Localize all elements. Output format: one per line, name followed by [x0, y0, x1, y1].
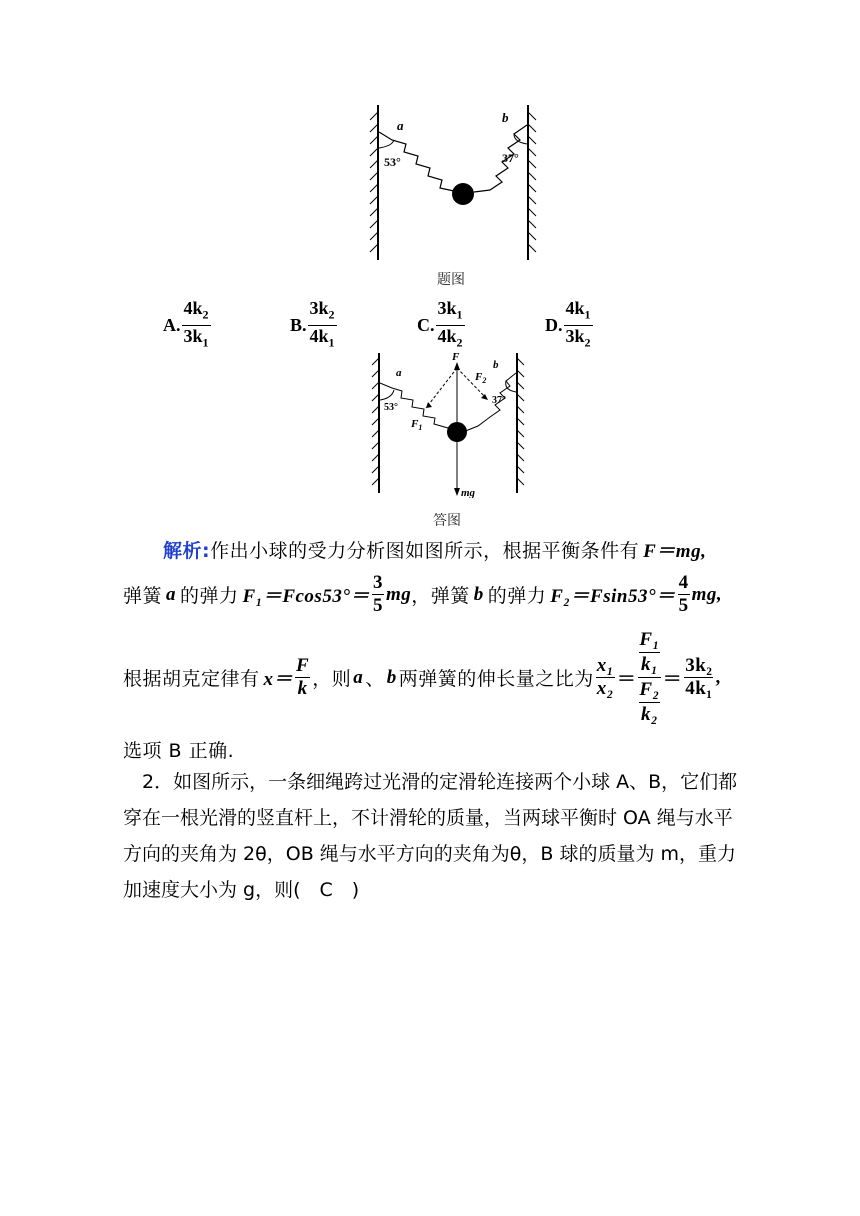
analysis-line-3 — [123, 628, 721, 727]
angle-37: 37° — [492, 395, 506, 406]
var: mg, — [691, 583, 723, 605]
text: 的弹力 — [487, 585, 547, 607]
sub: 1 — [456, 307, 463, 322]
equation: F＝mg, — [643, 541, 707, 562]
num: 3k — [437, 298, 457, 318]
var: b — [386, 666, 397, 688]
num: F₂ — [639, 678, 659, 703]
num: 4k — [565, 298, 585, 318]
text: 作出小球的受力分析图如图所示，根据平衡条件有 — [210, 540, 640, 562]
analysis-line-2 — [123, 572, 722, 617]
angle-53: 53° — [384, 155, 401, 169]
angle-37: 37° — [502, 151, 519, 165]
option-letter: A. — [163, 314, 181, 335]
sub: 2 — [202, 307, 209, 322]
option-b — [290, 298, 337, 352]
num: 4k — [183, 298, 203, 318]
num: 3k — [309, 298, 329, 318]
num: x₁ — [596, 655, 614, 676]
fraction — [684, 655, 713, 700]
label-a: a — [397, 118, 404, 133]
option-d — [545, 298, 593, 352]
den: k — [297, 678, 308, 699]
option-a — [163, 298, 211, 352]
den: 5 — [372, 595, 383, 616]
text: 根据胡克定律有 — [123, 668, 260, 690]
text: 弹簧 — [123, 585, 163, 607]
var: b — [473, 583, 484, 605]
analysis-line-1 — [163, 536, 706, 563]
num: 3k₂ — [685, 655, 713, 676]
fraction — [678, 572, 690, 617]
label-F1: $F_1$ — [411, 418, 423, 432]
question-2: 2．如图所示，一条细绳跨过光滑的定滑轮连接两个小球 A、B，它们都穿在一根光滑的竖直杆上，不计滑轮的质量，当两球平衡时 OA 绳与水平方向的夹角为 2θ，OB 绳与水平方向的夹角为θ，B 球的质量为 m，重力加速度大小为 g，则( C ) — [123, 771, 738, 901]
fraction — [295, 655, 310, 700]
var: a — [353, 666, 364, 688]
den: 4k₁ — [685, 678, 713, 699]
analysis-line-4: 选项 B 正确. — [123, 740, 235, 762]
option-letter: D. — [545, 314, 563, 335]
option-letter: C. — [417, 314, 435, 335]
text: 两弹簧的伸长量之比为 — [398, 668, 594, 690]
text: 的弹力 — [180, 585, 239, 607]
label-mg: mg — [461, 487, 476, 498]
den: k₁ — [640, 654, 659, 675]
label-F2: $F_2$ — [475, 371, 487, 385]
var: a — [166, 583, 177, 605]
den: 3k — [565, 325, 585, 346]
label-b: b — [493, 359, 499, 371]
analysis-keyword: 解析: — [163, 540, 211, 562]
text: ，弹簧 — [411, 585, 470, 607]
equation: F₂＝Fsin53°＝ — [550, 586, 676, 607]
force-diagram-answer — [368, 348, 528, 498]
var: x＝ — [263, 669, 294, 690]
text: 、 — [365, 668, 385, 690]
spring-figure-question — [362, 100, 552, 265]
num: 4 — [678, 572, 689, 593]
den: k₂ — [640, 704, 659, 725]
text: ，则 — [312, 668, 352, 690]
sub: 2 — [328, 307, 335, 322]
den: x₂ — [596, 678, 614, 699]
angle-53: 53° — [384, 402, 398, 413]
var: mg — [385, 583, 412, 605]
label-b: b — [502, 110, 509, 125]
sub: 1 — [328, 335, 335, 350]
fraction — [372, 572, 384, 617]
num: F₁ — [639, 628, 659, 653]
den: 4k — [309, 325, 329, 346]
sub: 2 — [456, 335, 463, 350]
den: 3k — [183, 325, 203, 346]
fraction — [596, 655, 615, 700]
option-letter: B. — [290, 314, 307, 335]
equals: ＝ — [662, 669, 683, 690]
label-F: F — [452, 351, 460, 363]
den: 5 — [678, 595, 689, 616]
equals: ＝ — [616, 669, 637, 690]
label-a: a — [396, 367, 402, 379]
option-c — [417, 298, 465, 352]
figure-caption-question: 题图 — [437, 272, 465, 288]
sub: 2 — [584, 335, 591, 350]
num: 3 — [372, 572, 383, 593]
figure-caption-answer: 答图 — [433, 513, 461, 529]
equation: F₁＝Fcos53°＝ — [242, 586, 370, 607]
den: 4k — [437, 325, 457, 346]
num: F — [296, 655, 310, 676]
sub: 1 — [202, 335, 209, 350]
sub: 1 — [584, 307, 591, 322]
compound-fraction — [638, 628, 660, 727]
punct: , — [715, 666, 721, 688]
